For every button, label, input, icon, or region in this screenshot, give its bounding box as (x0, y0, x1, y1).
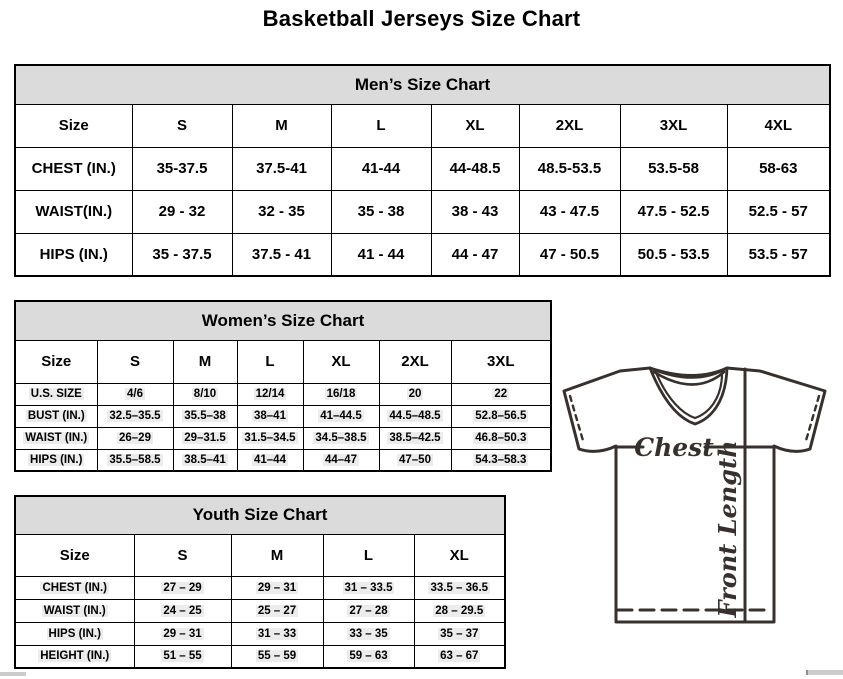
cell-text: 25 – 27 (257, 604, 297, 617)
cell (451, 405, 551, 427)
column-header-size: Size (15, 104, 132, 147)
cell-text: 22 (494, 388, 508, 400)
cell-text: HIPS (IN.) (48, 627, 101, 640)
cell-text: 20 (408, 388, 422, 400)
cell (727, 147, 830, 190)
row-label (15, 645, 134, 668)
table-row (15, 405, 551, 427)
cell (323, 599, 414, 622)
cell (431, 233, 519, 276)
cell (323, 576, 414, 599)
cell (97, 449, 173, 471)
womens-table-title: Women’s Size Chart (15, 301, 551, 340)
cell-text: 29–31.5 (184, 432, 226, 444)
cell-text: 12/14 (255, 388, 285, 400)
cell-text: 26–29 (119, 432, 151, 444)
cell-text: BUST (IN.) (27, 410, 85, 422)
youth-table-body (15, 576, 505, 668)
cell (134, 645, 231, 668)
cell (727, 190, 830, 233)
cell-text: 35 - 38 (357, 203, 405, 220)
cell (414, 599, 505, 622)
table-row (15, 599, 505, 622)
cell-text: 4/6 (127, 388, 143, 400)
cell-text: 48.5-53.5 (537, 160, 602, 177)
row-label (15, 383, 97, 405)
cell (173, 405, 237, 427)
column-header: L (323, 534, 414, 576)
cell-text: 41-44 (361, 160, 401, 177)
cell-text: 35.5–38 (184, 410, 226, 422)
cell-text: 52.8–56.5 (475, 410, 527, 422)
cell (132, 147, 232, 190)
row-label (15, 449, 97, 471)
row-label (15, 576, 134, 599)
cell-text: 44 - 47 (451, 245, 499, 263)
cell (431, 147, 519, 190)
cell-text: 35 – 37 (440, 627, 479, 640)
cell-text: U.S. SIZE (30, 388, 82, 400)
cell (231, 599, 323, 622)
cell-text: 50.5 - 53.5 (637, 245, 710, 263)
cell (97, 405, 173, 427)
cell-text: 38.5–41 (184, 453, 226, 466)
cell-text: 31 – 33 (257, 627, 297, 640)
cell (379, 383, 451, 405)
cell-text: 47–50 (399, 453, 431, 466)
cell-text: 37.5 - 41 (251, 245, 312, 263)
cell (237, 449, 303, 471)
womens-table-head (15, 301, 551, 383)
column-header: L (331, 104, 431, 147)
cell (232, 147, 331, 190)
cell (431, 190, 519, 233)
mens-table-head (15, 65, 830, 147)
cell (620, 233, 727, 276)
chest-measure-label: Chest (634, 433, 714, 462)
cell (173, 427, 237, 449)
row-label (15, 405, 97, 427)
cell (519, 190, 620, 233)
column-header: M (232, 104, 331, 147)
cell-text: 33 – 35 (349, 627, 388, 640)
cell (414, 622, 505, 645)
cell-text: 33.5 – 36.5 (430, 581, 489, 594)
cell-text: 43 - 47.5 (539, 203, 600, 220)
cell (237, 405, 303, 427)
cell-text: 47.5 - 52.5 (637, 203, 710, 220)
column-header: XL (431, 104, 519, 147)
cell (519, 147, 620, 190)
cell (237, 383, 303, 405)
column-header: M (173, 340, 237, 383)
cell (379, 427, 451, 449)
cell (323, 622, 414, 645)
youth-table-title-row (15, 496, 505, 534)
cell-text: 31 – 33.5 (344, 581, 393, 594)
cell-text: HIPS (IN.) (39, 245, 108, 263)
cell-text: 29 – 31 (257, 581, 297, 594)
cell (303, 427, 379, 449)
column-header: 2XL (379, 340, 451, 383)
cell-text: HEIGHT (IN.) (40, 650, 110, 663)
column-header-size: Size (15, 534, 134, 576)
cell (379, 405, 451, 427)
cell (451, 449, 551, 471)
jersey-front-icon (556, 360, 840, 628)
cell (727, 233, 830, 276)
cell (303, 405, 379, 427)
cell-text: 35-37.5 (156, 160, 208, 177)
row-label (15, 147, 132, 190)
cell-text: 31.5–34.5 (244, 432, 296, 444)
mens-table-title: Men’s Size Chart (15, 65, 830, 104)
table-row (15, 622, 505, 645)
cell (132, 233, 232, 276)
front-length-measure-label: Front Length (713, 440, 742, 618)
cell (97, 383, 173, 405)
cell-text: 37.5-41 (256, 160, 307, 177)
cell (323, 645, 414, 668)
cell-text: 34.5–38.5 (315, 432, 367, 444)
cell-text: 38 - 43 (451, 203, 499, 220)
cell-text: 29 – 31 (163, 627, 202, 640)
cell (331, 233, 431, 276)
cell-text: WAIST(IN.) (35, 203, 113, 220)
cell-text: CHEST (IN.) (42, 581, 108, 594)
column-header: XL (414, 534, 505, 576)
cell (331, 147, 431, 190)
table-row (15, 449, 551, 471)
cell (173, 383, 237, 405)
womens-size-table (14, 300, 552, 472)
cell-text: 63 – 67 (440, 650, 479, 663)
cell (303, 449, 379, 471)
cell (134, 622, 231, 645)
cell (237, 427, 303, 449)
scrollbar-fragment-left[interactable] (0, 672, 26, 676)
row-label (15, 427, 97, 449)
cell (231, 576, 323, 599)
cell-text: 52.5 - 57 (748, 203, 808, 220)
cell-text: 35 - 37.5 (152, 245, 212, 263)
mens-table-body (15, 147, 830, 276)
cell-text: 51 – 55 (163, 650, 202, 663)
column-header: XL (303, 340, 379, 383)
table-row (15, 147, 830, 190)
cell (231, 622, 323, 645)
cell-text: 44–47 (325, 453, 357, 466)
cell-text: 55 – 59 (257, 650, 297, 663)
cell (331, 190, 431, 233)
column-header: 4XL (727, 104, 830, 147)
column-header: 3XL (620, 104, 727, 147)
cell (303, 383, 379, 405)
cell-text: HIPS (IN.) (30, 453, 83, 466)
cell-text: 41–44.5 (320, 410, 362, 422)
row-label (15, 622, 134, 645)
cell-text: 41–44 (254, 453, 286, 466)
cell (414, 645, 505, 668)
table-row (15, 576, 505, 599)
column-header: S (132, 104, 232, 147)
cell (414, 576, 505, 599)
jersey-diagram (556, 360, 840, 628)
column-header: 3XL (451, 340, 551, 383)
cell (451, 383, 551, 405)
cell-text: WAIST (IN.) (43, 604, 106, 617)
cell (97, 427, 173, 449)
page-title: Basketball Jerseys Size Chart (262, 6, 581, 31)
cell-text: WAIST (IN.) (25, 432, 88, 444)
cell-text: 16/18 (326, 388, 356, 400)
youth-table-title: Youth Size Chart (15, 496, 505, 534)
cell-text: 29 - 32 (158, 203, 206, 220)
womens-size-header-row (15, 340, 551, 383)
youth-size-header-row (15, 534, 505, 576)
cell-text: 41 - 44 (357, 245, 405, 263)
youth-table-head (15, 496, 505, 576)
column-header: M (231, 534, 323, 576)
row-label (15, 233, 132, 276)
cell-text: 32 - 35 (258, 203, 305, 220)
cell (620, 190, 727, 233)
cell-text: 53.5 - 57 (748, 245, 808, 263)
cell-text: 47 - 50.5 (539, 245, 600, 263)
cell-text: 32.5–35.5 (109, 410, 161, 422)
cell-text: CHEST (IN.) (31, 160, 116, 177)
cell (134, 576, 231, 599)
cell-text: 38.5–42.5 (389, 432, 441, 444)
cell-text: 28 – 29.5 (435, 604, 484, 617)
cell-text: 24 – 25 (163, 604, 202, 617)
table-row (15, 190, 830, 233)
cell (134, 599, 231, 622)
column-header: L (237, 340, 303, 383)
cell-text: 58-63 (759, 160, 798, 177)
row-label (15, 599, 134, 622)
cell (451, 427, 551, 449)
cell-text: 35.5–58.5 (109, 453, 161, 466)
row-label (15, 190, 132, 233)
cell (232, 190, 331, 233)
cell-text: 27 – 29 (163, 581, 202, 594)
cell-text: 53.5-58 (648, 160, 699, 177)
womens-table-title-row (15, 301, 551, 340)
cell-text: 59 – 63 (349, 650, 388, 663)
cell-text: 27 – 28 (349, 604, 388, 617)
cell-text: 44-48.5 (449, 160, 501, 177)
cell (519, 233, 620, 276)
cell-text: 46.8–50.3 (475, 432, 527, 444)
cell (173, 449, 237, 471)
mens-size-table (14, 64, 831, 277)
cell (132, 190, 232, 233)
column-header: S (97, 340, 173, 383)
table-row (15, 383, 551, 405)
mens-table-title-row (15, 65, 830, 104)
cell (379, 449, 451, 471)
cell-text: 54.3–58.3 (475, 453, 527, 466)
cell-text: 8/10 (193, 388, 217, 400)
column-header: S (134, 534, 231, 576)
scrollbar-fragment-right[interactable] (808, 670, 843, 675)
cell (232, 233, 331, 276)
youth-size-table (14, 495, 506, 669)
table-row (15, 233, 830, 276)
cell (231, 645, 323, 668)
column-header-size: Size (15, 340, 97, 383)
cell (620, 147, 727, 190)
table-row (15, 427, 551, 449)
column-header: 2XL (519, 104, 620, 147)
mens-size-header-row (15, 104, 830, 147)
table-row (15, 645, 505, 668)
cell-text: 38–41 (254, 410, 286, 422)
womens-table-body (15, 383, 551, 471)
cell-text: 44.5–48.5 (389, 410, 441, 422)
